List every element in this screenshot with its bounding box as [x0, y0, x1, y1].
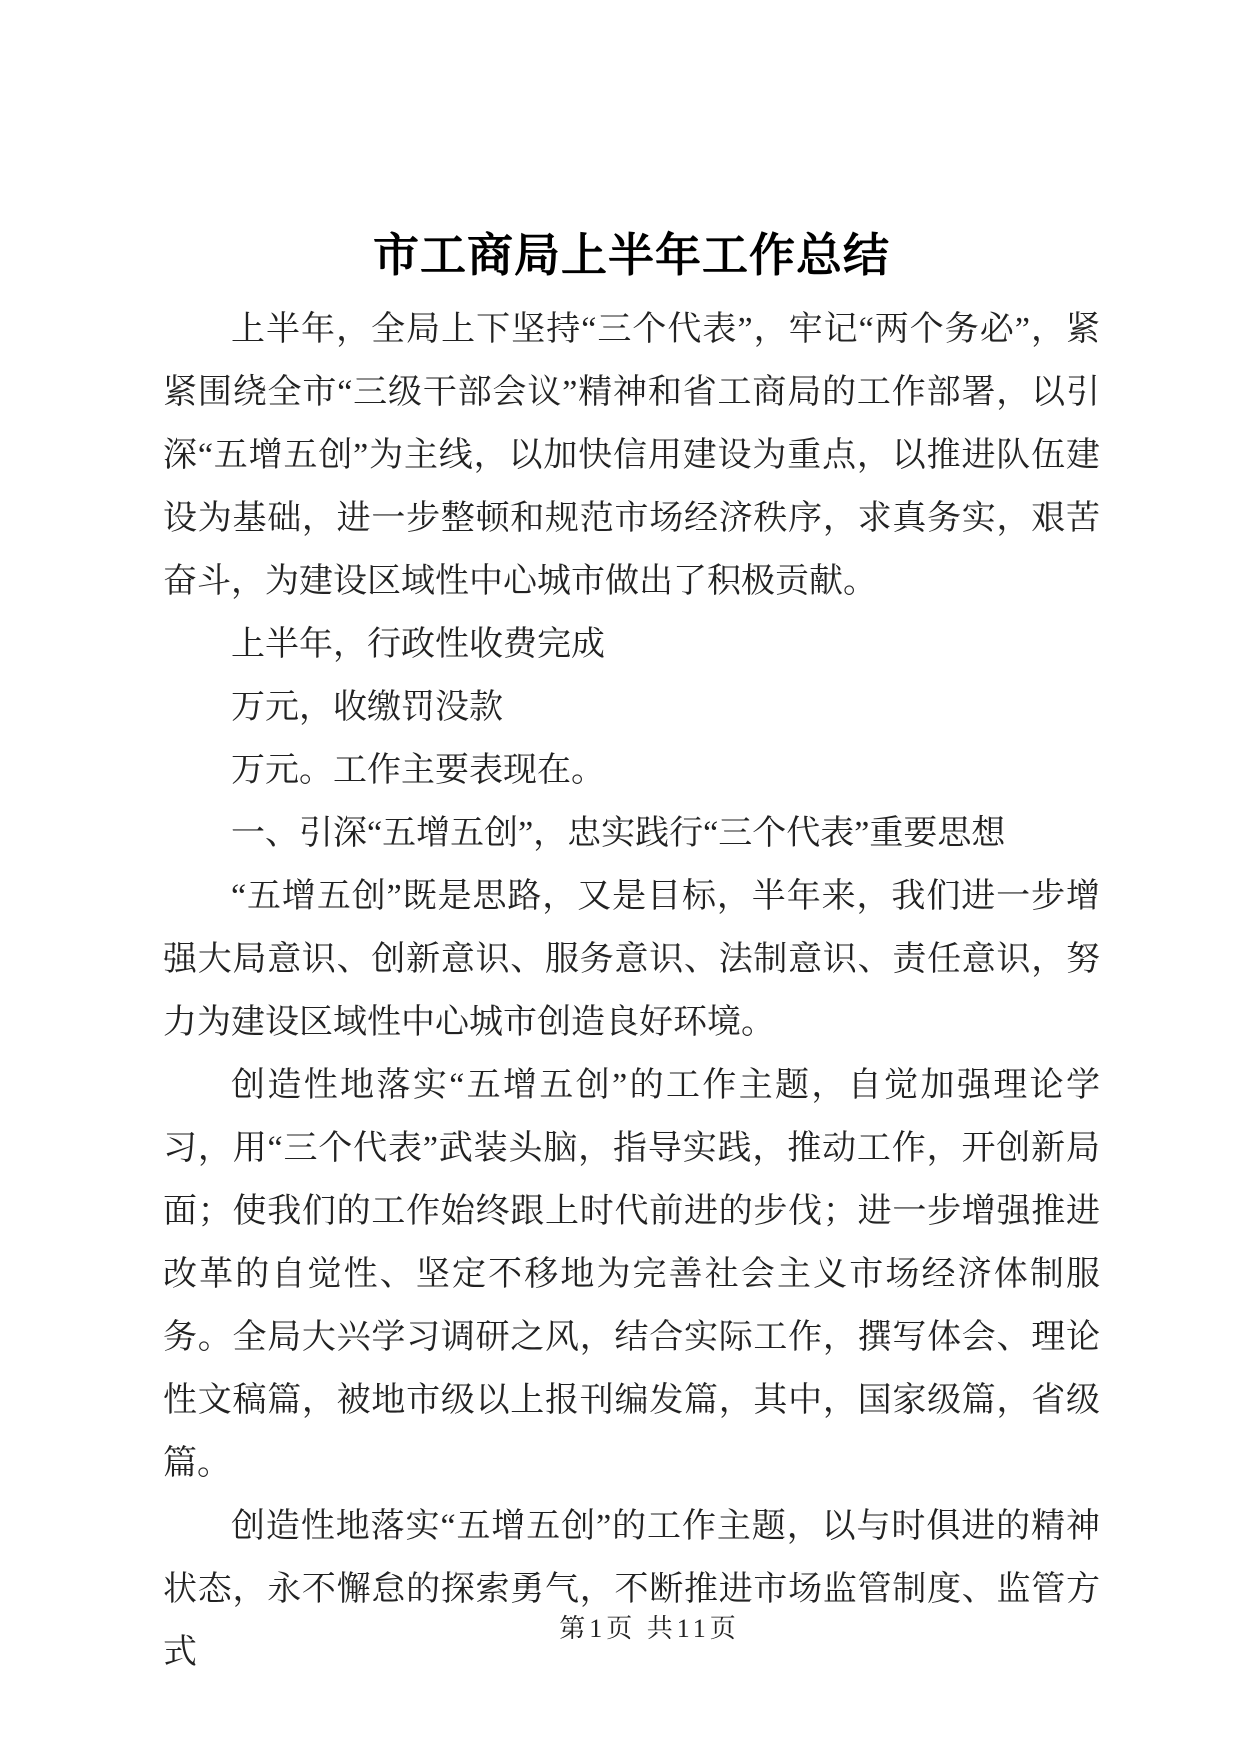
body-paragraph: 万元。工作主要表现在。	[231, 752, 605, 789]
document-content	[163, 222, 1100, 1684]
body-paragraph: “五增五创”既是思路，又是目标，半年来，我们进一步增强大局意识、创新意识、服务意识、法制意识、责任意识，努力为建设区域性中心城市创造良好环境。	[163, 878, 1100, 1041]
section-heading-paragraph: 一、引深“五增五创”，忠实践行“三个代表”重要思想	[231, 815, 1006, 852]
body-paragraph: 上半年，行政性收费完成	[231, 626, 605, 663]
body-paragraph: 上半年，全局上下坚持“三个代表”，牢记“两个务必”，紧紧围绕全市“三级干部会议”精神和省工商局的工作部署，以引深“五增五创”为主线，以加快信用建设为重点，以推进队伍建设为基础，进一步整顿和规范市场经济秩序，求真务实，艰苦奋斗，为建设区域性中心城市做出了积极贡献。	[163, 311, 1100, 600]
body-paragraph: 创造性地落实“五增五创”的工作主题，自觉加强理论学习，用“三个代表”武装头脑，指导实践，推动工作，开创新局面；使我们的工作始终跟上时代前进的步伐；进一步增强推进改革的自觉性、坚定不移地为完善社会主义市场经济体制服务。全局大兴学习调研之风，结合实际工作，撰写体会、理论性文稿篇，被地市级以上报刊编发篇，其中，国家级篇，省级篇。	[163, 1067, 1100, 1482]
document-body	[163, 298, 1100, 1684]
body-paragraph: 万元，收缴罚没款	[231, 689, 503, 726]
document-title: 市工商局上半年工作总结	[373, 230, 890, 281]
page-number-footer: 第1页 共11页	[559, 1614, 740, 1643]
body-paragraph: 创造性地落实“五增五创”的工作主题，以与时俱进的精神状态，永不懈怠的探索勇气，不断推进市场监管制度、监管方式	[163, 1508, 1100, 1671]
